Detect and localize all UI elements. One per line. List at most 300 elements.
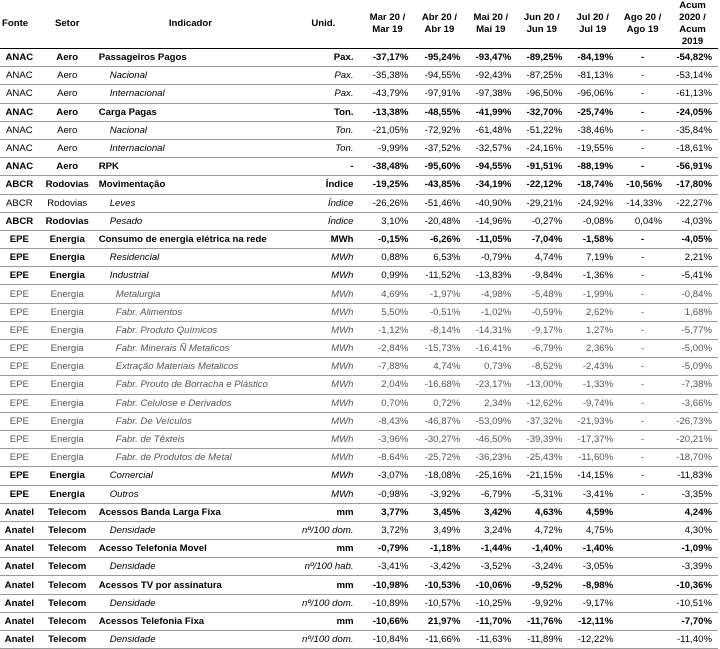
cell-mar: 3,10% xyxy=(381,215,409,227)
cell-mar: -10,89% xyxy=(372,597,409,609)
cell-mar: -2,84% xyxy=(378,343,409,355)
cell-indicador: Industrial xyxy=(109,270,149,282)
cell-fonte: ANAC xyxy=(5,52,34,64)
table-row xyxy=(0,631,718,649)
cell-unid: MWh xyxy=(330,233,354,245)
table-row xyxy=(0,285,718,303)
cell-setor: Energia xyxy=(49,252,85,264)
cell-unid: nº/100 dom. xyxy=(302,524,354,536)
cell-fonte: Anatel xyxy=(4,543,34,555)
cell-abr: -51,46% xyxy=(424,197,461,209)
cell-jul: 2,36% xyxy=(585,343,614,355)
cell-jun: -89,25% xyxy=(526,52,563,64)
cell-unid: MWh xyxy=(331,470,354,482)
cell-unid: MWh xyxy=(331,415,354,427)
cell-ago: - xyxy=(640,252,645,264)
table-row xyxy=(0,49,718,67)
cell-indicador: Fabr. Alimentos xyxy=(115,306,183,318)
cell-mar: -10,66% xyxy=(372,615,409,627)
cell-abr: -11,66% xyxy=(425,634,461,646)
cell-unid: MWh xyxy=(331,434,354,446)
cell-abr: 3,49% xyxy=(433,524,461,536)
cell-mai: -1,44% xyxy=(480,543,512,555)
cell-ago: - xyxy=(640,288,645,300)
header-setor: Setor xyxy=(39,0,96,49)
cell-jun: -3,24% xyxy=(531,561,563,573)
cell-indicador: Internacional xyxy=(109,88,165,100)
cell-acum: -4,03% xyxy=(681,215,712,227)
cell-jun: -6,79% xyxy=(531,343,563,355)
header-fonte: Fonte xyxy=(0,0,39,49)
cell-acum: -4,05% xyxy=(681,233,712,245)
cell-setor: Aero xyxy=(56,106,79,118)
cell-abr: -94,55% xyxy=(424,70,461,82)
cell-jun: -9,52% xyxy=(531,579,563,591)
cell-mar: -38,48% xyxy=(372,161,409,173)
cell-mar: -10,84% xyxy=(372,634,409,646)
cell-indicador: Metalurgia xyxy=(115,288,161,300)
table-row xyxy=(0,594,718,612)
cell-mai: -46,50% xyxy=(475,434,512,446)
cell-fonte: EPE xyxy=(9,415,29,427)
cell-fonte: Anatel xyxy=(4,524,34,536)
cell-ago: - xyxy=(640,161,645,173)
cell-jul: 2,62% xyxy=(585,306,614,318)
cell-mar: -13,38% xyxy=(372,106,409,118)
cell-jun: -5,31% xyxy=(531,488,563,500)
cell-indicador: Outros xyxy=(109,488,139,500)
cell-unid: MWh xyxy=(331,343,354,355)
cell-unid: nº/100 dom. xyxy=(302,634,354,646)
cell-unid: MWh xyxy=(331,306,354,318)
cell-fonte: EPE xyxy=(9,252,29,264)
cell-unid: Pax. xyxy=(333,52,354,64)
cell-mar: -3,41% xyxy=(378,561,409,573)
table-row xyxy=(0,249,718,267)
cell-jun: -8,52% xyxy=(531,361,563,373)
table-row xyxy=(0,303,718,321)
cell-mar: 3,77% xyxy=(381,506,409,518)
cell-jul: 1,27% xyxy=(585,324,614,336)
cell-acum: -53,14% xyxy=(676,70,712,82)
cell-abr: -15,73% xyxy=(424,343,461,355)
cell-fonte: ABCR xyxy=(5,179,34,191)
cell-indicador: RPK xyxy=(98,161,119,173)
cell-indicador: Passageiros Pagos xyxy=(98,52,187,64)
header-abr: Abr 20 / Abr 19 xyxy=(413,0,465,49)
cell-mai: -6,79% xyxy=(480,488,512,500)
cell-acum: -26,73% xyxy=(676,415,712,427)
cell-abr: -8,14% xyxy=(429,324,461,336)
cell-ago xyxy=(618,540,667,558)
cell-mai: 3,24% xyxy=(484,524,512,536)
table-row xyxy=(0,558,718,576)
cell-mai: -11,05% xyxy=(476,233,512,245)
cell-mar: -7,88% xyxy=(378,361,409,373)
cell-abr: -72,92% xyxy=(424,124,461,136)
cell-indicador: Movimentação xyxy=(98,179,166,191)
cell-mar: -19,25% xyxy=(372,179,409,191)
cell-setor: Aero xyxy=(57,88,78,100)
cell-setor: Energia xyxy=(50,361,84,373)
cell-ago xyxy=(618,631,667,649)
cell-jul: 4,59% xyxy=(585,506,614,518)
cell-fonte: EPE xyxy=(9,306,29,318)
cell-indicador: Fabr. Produto Químicos xyxy=(115,324,218,336)
table-row xyxy=(0,340,718,358)
table-row xyxy=(0,576,718,594)
cell-jul: 4,75% xyxy=(585,524,614,536)
cell-mar: 0,70% xyxy=(381,397,409,409)
table-row xyxy=(0,394,718,412)
cell-mar: -8,64% xyxy=(378,452,409,464)
cell-indicador: Fabr. Minerais Ñ Metalicos xyxy=(115,343,230,355)
cell-abr: -18,08% xyxy=(424,470,461,482)
cell-acum: -3,66% xyxy=(681,397,712,409)
cell-setor: Telecom xyxy=(48,524,87,536)
cell-jul: -3,41% xyxy=(582,488,614,500)
cell-acum: -10,36% xyxy=(676,579,712,591)
cell-mai: -32,57% xyxy=(475,143,512,155)
cell-ago: - xyxy=(640,470,645,482)
cell-indicador: Carga Pagas xyxy=(98,106,157,118)
cell-abr: 4,74% xyxy=(433,361,461,373)
cell-indicador: Densidade xyxy=(109,524,156,536)
cell-ago: - xyxy=(640,488,645,500)
cell-ago xyxy=(618,612,667,630)
cell-mai: -1,02% xyxy=(480,306,512,318)
table-row xyxy=(0,412,718,430)
cell-mar: -21,05% xyxy=(372,124,409,136)
cell-jun: -11,89% xyxy=(527,634,563,646)
table-row xyxy=(0,139,718,157)
cell-acum: -10,51% xyxy=(676,597,712,609)
cell-jun: -96,50% xyxy=(526,88,563,100)
cell-ago: - xyxy=(640,361,645,373)
cell-mai: -53,09% xyxy=(475,415,512,427)
cell-abr: -3,42% xyxy=(429,561,461,573)
cell-acum: -24,05% xyxy=(676,106,712,118)
cell-unid: Índice xyxy=(327,197,354,209)
cell-ago: - xyxy=(640,270,645,282)
cell-jul: 7,19% xyxy=(585,252,614,264)
cell-fonte: EPE xyxy=(9,343,29,355)
cell-ago xyxy=(618,576,667,594)
cell-indicador: Extração Materiais Metalicos xyxy=(115,361,239,373)
cell-abr: -0,51% xyxy=(429,306,461,318)
cell-abr: -10,57% xyxy=(424,597,461,609)
cell-acum: -35,84% xyxy=(676,124,712,136)
cell-indicador: Comercial xyxy=(109,470,153,482)
cell-mai: -36,23% xyxy=(475,452,512,464)
cell-mar: -3,96% xyxy=(378,434,409,446)
cell-mai: -10,06% xyxy=(475,579,512,591)
cell-abr: -6,26% xyxy=(429,233,461,245)
cell-abr: -11,52% xyxy=(425,270,461,282)
cell-mai: -94,55% xyxy=(475,161,512,173)
header-row xyxy=(0,0,718,49)
cell-mai: -10,25% xyxy=(475,597,512,609)
cell-indicador: Nacional xyxy=(109,70,148,82)
cell-jun: 4,63% xyxy=(535,506,563,518)
cell-jun: -29,21% xyxy=(526,197,563,209)
cell-setor: Energia xyxy=(50,343,84,355)
table-row xyxy=(0,67,718,85)
cell-mai: -16,41% xyxy=(475,343,512,355)
cell-fonte: EPE xyxy=(9,397,29,409)
cell-setor: Rodovias xyxy=(45,215,89,227)
cell-jul: -88,19% xyxy=(577,161,614,173)
cell-jul: -11,60% xyxy=(578,452,614,464)
cell-indicador: Fabr. De Veículos xyxy=(115,415,192,427)
cell-unid: MWh xyxy=(331,452,354,464)
cell-jul: -1,99% xyxy=(582,288,614,300)
table-body xyxy=(0,49,718,649)
cell-ago: - xyxy=(640,233,645,245)
cell-abr: -16,68% xyxy=(424,379,461,391)
cell-jul: -2,43% xyxy=(582,361,614,373)
cell-jun: -91,51% xyxy=(526,161,563,173)
cell-mai: -25,16% xyxy=(475,470,512,482)
cell-mar: -8,43% xyxy=(378,415,409,427)
cell-setor: Energia xyxy=(50,452,84,464)
cell-setor: Energia xyxy=(50,415,84,427)
cell-indicador: Acessos Banda Larga Fixa xyxy=(98,506,221,518)
cell-unid: MWh xyxy=(331,361,354,373)
cell-fonte: EPE xyxy=(9,434,29,446)
cell-setor: Telecom xyxy=(48,579,87,591)
cell-fonte: EPE xyxy=(9,379,29,391)
cell-indicador: Densidade xyxy=(109,634,156,646)
cell-mai: -14,96% xyxy=(475,215,512,227)
cell-abr: -25,72% xyxy=(424,452,461,464)
cell-jun: -0,59% xyxy=(531,306,563,318)
cell-ago: - xyxy=(640,415,645,427)
cell-unid: MWh xyxy=(331,379,354,391)
cell-indicador: Fabr. Prouto de Borracha e Plástico xyxy=(115,379,268,391)
cell-mar: 3,72% xyxy=(381,524,409,536)
cell-unid: Pax. xyxy=(334,88,354,100)
table-row xyxy=(0,521,718,539)
cell-fonte: Anatel xyxy=(4,634,34,646)
cell-jul: -12,11% xyxy=(577,615,614,627)
cell-fonte: Anatel xyxy=(4,561,34,573)
cell-indicador: Densidade xyxy=(109,561,156,573)
cell-indicador: Acessos TV por assinatura xyxy=(98,579,222,591)
cell-mar: 4,69% xyxy=(381,288,409,300)
cell-acum: -5,41% xyxy=(681,270,712,282)
cell-jun: -0,27% xyxy=(531,215,563,227)
cell-setor: Telecom xyxy=(48,615,87,627)
cell-ago: -14,33% xyxy=(626,197,663,209)
cell-fonte: ANAC xyxy=(5,106,34,118)
cell-ago: - xyxy=(640,397,645,409)
cell-fonte: EPE xyxy=(9,324,29,336)
cell-mai: -34,19% xyxy=(475,179,512,191)
table-row xyxy=(0,376,718,394)
cell-unid: MWh xyxy=(331,252,354,264)
cell-jul: -1,40% xyxy=(582,543,614,555)
cell-fonte: Anatel xyxy=(4,597,34,609)
cell-jul: -9,17% xyxy=(582,597,614,609)
cell-abr: -97,91% xyxy=(424,88,461,100)
cell-mar: 0,88% xyxy=(381,252,409,264)
table-row xyxy=(0,267,718,285)
cell-setor: Aero xyxy=(56,52,79,64)
cell-fonte: ABCR xyxy=(5,215,34,227)
cell-fonte: EPE xyxy=(9,233,29,245)
cell-unid: Índice xyxy=(325,179,354,191)
cell-ago: - xyxy=(640,343,645,355)
cell-setor: Energia xyxy=(50,397,84,409)
table-row xyxy=(0,430,718,448)
cell-jul: -38,46% xyxy=(577,124,614,136)
cell-fonte: EPE xyxy=(9,361,29,373)
cell-ago: - xyxy=(640,88,645,100)
cell-jul: -21,93% xyxy=(577,415,614,427)
cell-setor: Aero xyxy=(57,70,78,82)
header-unid: Unid. xyxy=(285,0,361,49)
cell-jun: -5,48% xyxy=(531,288,563,300)
header-jun: Jun 20 / Jun 19 xyxy=(516,0,567,49)
cell-jun: -9,92% xyxy=(531,597,563,609)
cell-acum: -11,40% xyxy=(676,634,712,646)
cell-acum: -3,35% xyxy=(681,488,712,500)
cell-mai: -61,48% xyxy=(475,124,512,136)
cell-indicador: Consumo de energia elétrica na rede xyxy=(98,233,267,245)
cell-jul: -8,98% xyxy=(582,579,614,591)
cell-mai: 0,73% xyxy=(484,361,512,373)
cell-mai: -40,90% xyxy=(475,197,512,209)
cell-mai: -11,63% xyxy=(476,634,512,646)
cell-indicador: Pesado xyxy=(109,215,143,227)
cell-jul: -0,08% xyxy=(582,215,614,227)
cell-mai: -92,43% xyxy=(475,70,512,82)
cell-ago: - xyxy=(640,52,645,64)
cell-setor: Energia xyxy=(49,270,85,282)
cell-jul: -14,15% xyxy=(577,470,614,482)
cell-jun: -51,22% xyxy=(526,124,563,136)
cell-fonte: ANAC xyxy=(6,143,33,155)
cell-acum: -56,91% xyxy=(676,161,712,173)
cell-unid: MWh xyxy=(331,397,354,409)
table-row xyxy=(0,194,718,212)
cell-unid: MWh xyxy=(331,288,354,300)
cell-fonte: Anatel xyxy=(4,615,34,627)
cell-setor: Aero xyxy=(57,124,78,136)
cell-fonte: EPE xyxy=(9,470,29,482)
cell-jun: -7,04% xyxy=(531,233,563,245)
cell-indicador: Acessos Telefonia Fixa xyxy=(98,615,205,627)
cell-unid: mm xyxy=(336,543,354,555)
table-row xyxy=(0,449,718,467)
cell-mar: 2,04% xyxy=(381,379,409,391)
cell-acum: -3,39% xyxy=(681,561,712,573)
cell-fonte: ANAC xyxy=(6,124,33,136)
cell-unid: Ton. xyxy=(333,106,354,118)
cell-ago: - xyxy=(640,324,645,336)
cell-jun: 4,72% xyxy=(535,524,563,536)
cell-abr: -48,55% xyxy=(424,106,461,118)
cell-mar: 0,99% xyxy=(381,270,409,282)
table-row xyxy=(0,358,718,376)
cell-jun: -12,62% xyxy=(526,397,563,409)
cell-jun: -32,70% xyxy=(526,106,563,118)
cell-indicador: Fabr. de Produtos de Metal xyxy=(115,452,232,464)
table-row xyxy=(0,485,718,503)
cell-indicador: Fabr. de Têxteis xyxy=(115,434,185,446)
cell-setor: Energia xyxy=(50,379,84,391)
cell-ago: - xyxy=(640,434,645,446)
cell-jul: -18,74% xyxy=(577,179,614,191)
cell-jul: -12,22% xyxy=(577,634,614,646)
table-row xyxy=(0,540,718,558)
cell-acum: -7,70% xyxy=(681,615,712,627)
cell-setor: Energia xyxy=(49,470,85,482)
cell-jun: -87,25% xyxy=(526,70,563,82)
cell-ago xyxy=(618,594,667,612)
cell-jun: -13,00% xyxy=(526,379,563,391)
cell-abr: -95,24% xyxy=(424,52,461,64)
cell-jul: -1,58% xyxy=(582,233,614,245)
cell-acum: -5,00% xyxy=(681,343,712,355)
cell-abr: -20,48% xyxy=(424,215,461,227)
cell-acum: -11,83% xyxy=(676,470,712,482)
cell-setor: Rodovias xyxy=(47,197,88,209)
cell-ago: - xyxy=(640,379,645,391)
cell-mai: -23,17% xyxy=(475,379,512,391)
cell-abr: -1,97% xyxy=(429,288,461,300)
cell-acum: 4,30% xyxy=(684,524,712,536)
table-row xyxy=(0,176,718,194)
cell-indicador: Leves xyxy=(109,197,136,209)
cell-mai: -11,70% xyxy=(476,615,512,627)
cell-abr: -43,85% xyxy=(424,179,461,191)
cell-mai: -3,52% xyxy=(480,561,512,573)
cell-jul: -1,36% xyxy=(582,270,614,282)
cell-unid: Índice xyxy=(327,215,354,227)
cell-abr: -1,18% xyxy=(429,543,461,555)
cell-fonte: Anatel xyxy=(4,579,34,591)
cell-fonte: ANAC xyxy=(6,88,33,100)
cell-indicador: Residencial xyxy=(109,252,160,264)
header-acum: Acum 2020 / Acum 2019 xyxy=(667,0,718,49)
cell-jul: -24,92% xyxy=(577,197,614,209)
cell-acum: -20,21% xyxy=(676,434,712,446)
cell-mai: -14,31% xyxy=(475,324,512,336)
cell-abr: -3,92% xyxy=(429,488,461,500)
cell-mai: 3,42% xyxy=(484,506,512,518)
cell-ago: - xyxy=(640,70,645,82)
cell-indicador: Internacional xyxy=(109,143,165,155)
cell-fonte: ABCR xyxy=(6,197,33,209)
cell-indicador: Nacional xyxy=(109,124,148,136)
cell-mar: -1,12% xyxy=(378,324,409,336)
cell-jul: -17,37% xyxy=(577,434,614,446)
cell-mar: -43,79% xyxy=(372,88,409,100)
cell-unid: Pax. xyxy=(334,70,354,82)
cell-ago: -10,56% xyxy=(626,179,663,191)
cell-acum: -7,38% xyxy=(681,379,712,391)
cell-setor: Energia xyxy=(49,233,85,245)
cell-setor: Telecom xyxy=(48,561,87,573)
cell-abr: 0,72% xyxy=(433,397,461,409)
cell-setor: Energia xyxy=(50,324,84,336)
header-jul: Jul 20 / Jul 19 xyxy=(567,0,618,49)
table-row xyxy=(0,230,718,248)
cell-unid: mm xyxy=(336,579,354,591)
cell-ago: - xyxy=(640,143,645,155)
